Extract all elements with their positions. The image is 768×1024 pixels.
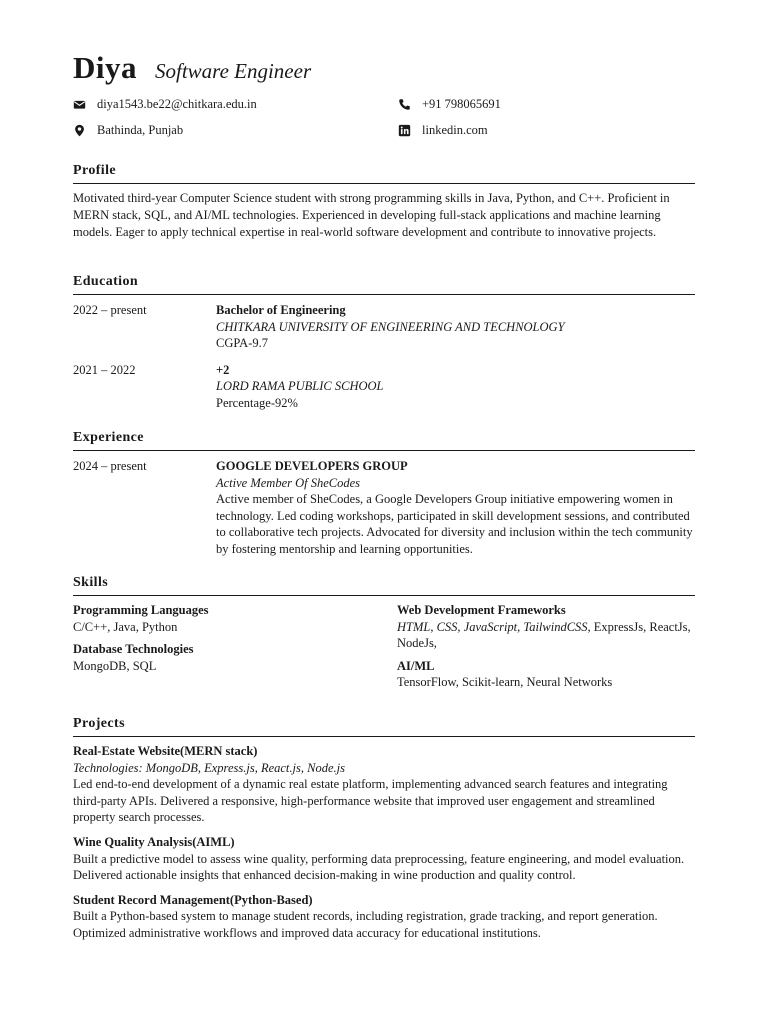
project-entry [73, 834, 695, 884]
grade-text: CGPA-9.7 [216, 336, 268, 351]
contact-linkedin[interactable] [398, 123, 488, 138]
skill-group [397, 658, 695, 691]
profile-section [73, 163, 695, 240]
experience-entry [73, 458, 695, 558]
project-entry [73, 743, 695, 826]
skill-group-title: Programming Languages [73, 603, 209, 617]
experience-section [73, 430, 695, 558]
project-description: Built a predictive model to assess wine quality, performing data preprocessing, feature engineering, and model evaluation. Delivered actionable insights that enhanced decision-making in wine production and quality control. [73, 851, 685, 883]
education-dates: 2022 – present [73, 303, 147, 317]
experience-dates: 2024 – present [73, 459, 147, 473]
skills-heading: Skills [73, 575, 695, 596]
experience-description: Active member of SheCodes, a Google Developers Group initiative empowering women in technology. Led coding workshops, participated in skill development sessions, and contributed to collaborative tech projects. Advocated for diversity and inclusion within the tech community by fostering mentorship and learning opportunities. [216, 492, 693, 556]
degree-title: +2 [216, 362, 230, 377]
contact-email [73, 97, 257, 112]
skill-values-italic: HTML, CSS, JavaScript, TailwindCSS, [397, 619, 591, 634]
skill-group-values: TensorFlow, Scikit-learn, Neural Networks [397, 675, 613, 690]
skills-column-right [397, 602, 695, 697]
organization-name: GOOGLE DEVELOPERS GROUP [216, 459, 408, 473]
project-title: Wine Quality Analysis(AIML) [73, 834, 235, 849]
experience-heading: Experience [73, 430, 695, 451]
profile-heading: Profile [73, 163, 695, 184]
project-entry [73, 892, 695, 942]
location-text: Bathinda, Punjab [97, 123, 184, 137]
mail-icon [73, 98, 86, 111]
resume-header [73, 50, 311, 86]
education-section [73, 274, 695, 412]
grade-text: Percentage-92% [216, 395, 298, 410]
skill-group [73, 602, 397, 635]
role-title: Active Member Of SheCodes [216, 475, 361, 490]
contact-phone [398, 97, 501, 112]
education-dates: 2021 – 2022 [73, 362, 136, 377]
institution-name: CHITKARA UNIVERSITY OF ENGINEERING AND TECHNOLOGY [216, 319, 565, 334]
project-description: Built a Python-based system to manage student records, including registration, grade tracking, and report generation. Optimized administrative workflows and improved data accuracy for educational institutions. [73, 909, 658, 940]
project-title: Real-Estate Website(MERN stack) [73, 744, 258, 758]
skill-group-values: C/C++, Java, Python [73, 619, 178, 634]
education-entry [73, 362, 695, 412]
skill-group-title: Web Development Frameworks [397, 603, 566, 617]
job-title: Software Engineer [155, 59, 312, 83]
skill-group [73, 641, 397, 674]
profile-text: Motivated third-year Computer Science student with strong programming skills in Java, Python, and C++. Proficient in MERN stack, SQL, and AI/ML technologies. Experienced in developing full-stack applications and machine learning models. Eager to apply technical expertise in real-world software development and contribute to innovative projects. [73, 191, 670, 239]
skill-group-title: AI/ML [397, 658, 435, 673]
linkedin-link[interactable]: linkedin.com [422, 123, 488, 137]
project-title: Student Record Management(Python-Based) [73, 892, 313, 907]
institution-name: LORD RAMA PUBLIC SCHOOL [216, 379, 384, 394]
skill-group-title: Database Technologies [73, 642, 194, 657]
email-text: diya1543.be22@chitkara.edu.in [97, 97, 257, 111]
contact-location [73, 123, 183, 138]
linkedin-icon [398, 124, 411, 137]
projects-heading: Projects [73, 716, 695, 737]
phone-icon [398, 98, 411, 111]
degree-title: Bachelor of Engineering [216, 303, 346, 317]
projects-section [73, 716, 695, 942]
skill-group-values [397, 619, 695, 652]
phone-text: +91 798065691 [422, 97, 501, 111]
skills-column-left [73, 602, 397, 697]
project-technologies: Technologies: MongoDB, Express.js, React.js, Node.js [73, 760, 345, 775]
location-pin-icon [73, 124, 86, 137]
candidate-name: Diya [73, 50, 137, 85]
education-entry [73, 302, 695, 352]
skill-group [397, 602, 695, 652]
skills-grid [73, 602, 695, 697]
project-description: Led end-to-end development of a dynamic real estate platform, implementing advanced search features and integrating third-party APIs. Delivered a responsive, high-performance website that improved user engagement and streamlined property search processes. [73, 777, 668, 825]
skill-group-values: MongoDB, SQL [73, 658, 157, 673]
skills-section [73, 575, 695, 697]
education-heading: Education [73, 274, 695, 295]
skill-values-regular: ExpressJs, ReactJs, NodeJs, [397, 619, 691, 651]
